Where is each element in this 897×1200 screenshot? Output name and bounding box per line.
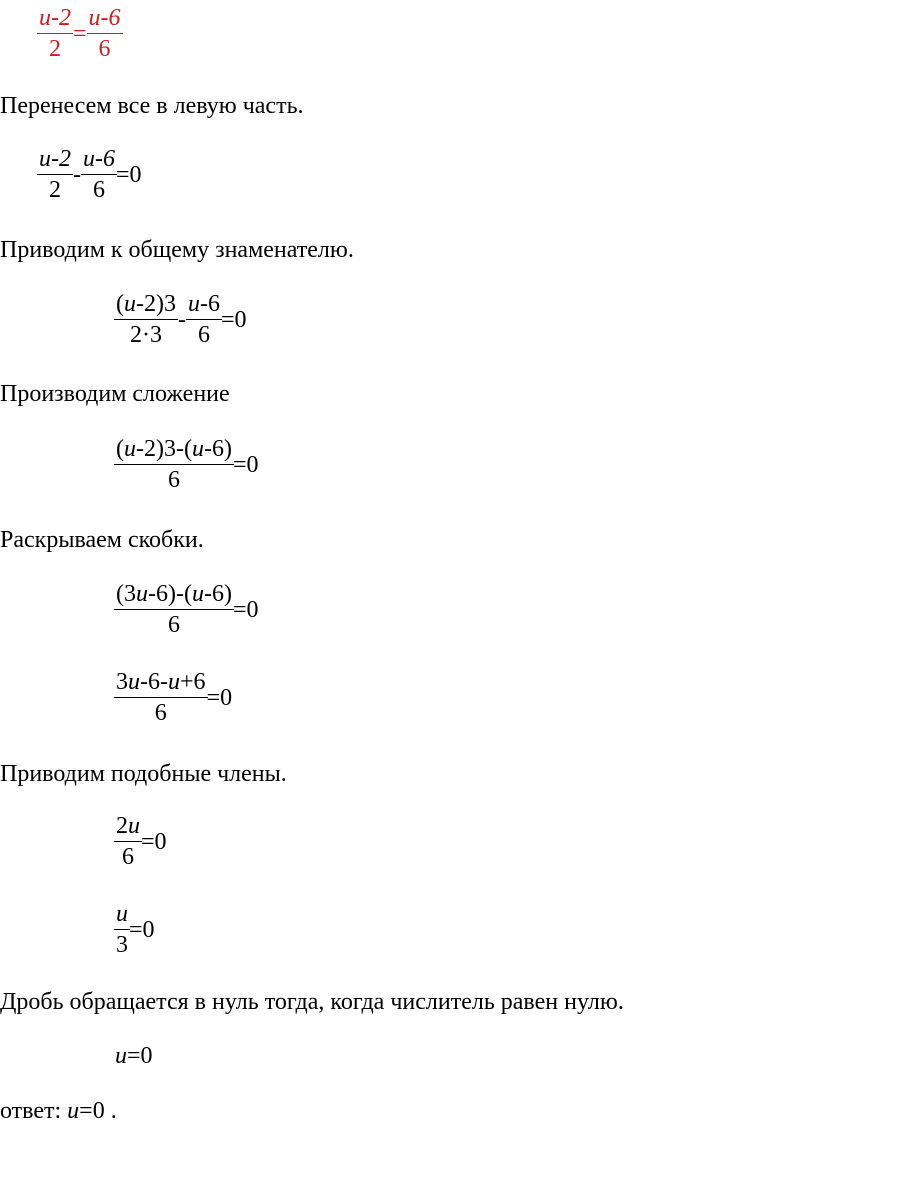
fraction [88, 4, 122, 63]
equation-5 [115, 580, 259, 639]
denominator: 2 [37, 174, 73, 204]
fraction [115, 290, 177, 349]
step-text-3: Производим сложение [0, 381, 230, 407]
equation-8 [115, 900, 155, 959]
denominator: 6 [81, 174, 117, 204]
fraction [187, 290, 221, 349]
operator: - [177, 306, 186, 333]
step-text-2: Приводим к общему знаменателю. [0, 237, 354, 263]
equals-zero: =0 [206, 684, 233, 711]
equals-zero: =0 [141, 828, 167, 855]
answer: ответ: u=0 . [0, 1098, 117, 1124]
denominator: 2 [37, 33, 73, 63]
fraction [115, 668, 207, 727]
equation-4 [115, 435, 259, 494]
fraction [115, 900, 129, 959]
numerator: u-2 [39, 146, 71, 172]
fraction [38, 145, 72, 204]
denominator: 2·3 [114, 319, 178, 349]
equals-zero: =0 [116, 161, 142, 188]
denominator: 6 [114, 841, 142, 871]
numerator: u-6 [83, 146, 115, 172]
step-text-5: Приводим подобные члены. [0, 761, 287, 787]
denominator: 3 [114, 929, 130, 959]
equals-zero: =0 [220, 306, 247, 333]
numerator: 3u-6-u+6 [116, 669, 206, 695]
numerator: u-6 [88, 5, 121, 31]
operator: = [73, 20, 87, 47]
step-text-6: Дробь обращается в нуль тогда, когда числитель равен нулю. [0, 989, 624, 1015]
denominator: 6 [186, 319, 222, 349]
operator: - [73, 161, 81, 188]
fraction [115, 435, 233, 494]
denominator: 6 [114, 697, 208, 727]
equals-zero: =0 [129, 916, 155, 943]
equation-6 [115, 668, 232, 727]
equals-zero: =0 [232, 451, 259, 478]
denominator: 6 [114, 464, 234, 494]
fraction [115, 580, 233, 639]
numerator: (u-2)3-(u-6) [116, 436, 232, 462]
step-text-4: Раскрываем скобки. [0, 527, 204, 553]
equation-1 [38, 4, 122, 63]
equation-7 [115, 812, 167, 871]
equation-3 [115, 290, 247, 349]
fraction [115, 812, 141, 871]
denominator: 6 [87, 33, 123, 63]
fraction [38, 4, 72, 63]
step-text-1: Перенесем все в левую часть. [0, 93, 304, 119]
numerator: u [116, 901, 128, 927]
solution-equation: u=0 [115, 1043, 153, 1069]
numerator: (u-2)3 [116, 291, 176, 317]
numerator: (3u-6)-(u-6) [116, 581, 232, 607]
numerator: 2u [116, 813, 140, 839]
fraction [82, 145, 116, 204]
equals-zero: =0 [232, 596, 259, 623]
equation-2 [38, 145, 142, 204]
denominator: 6 [114, 609, 234, 639]
numerator: u-6 [187, 291, 220, 317]
numerator: u-2 [39, 5, 71, 31]
